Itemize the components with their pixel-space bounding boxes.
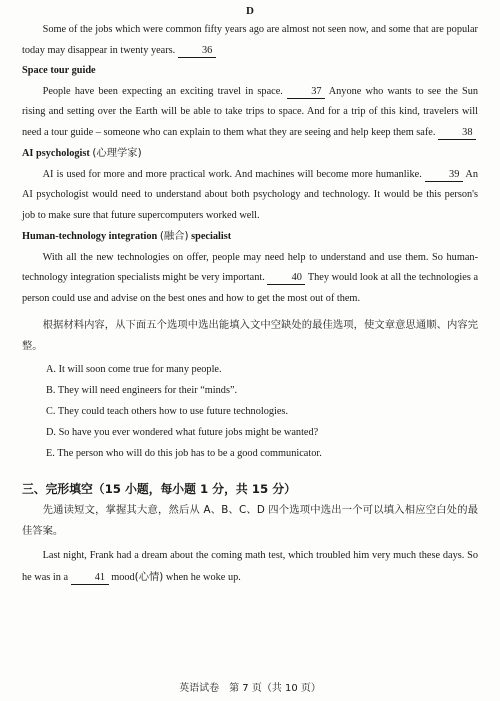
s3-heading-b: specialist	[191, 231, 232, 242]
s2-text-2: An AI psychologist would need to understand about both psychology and technology. It would be this person's job to make sure that future supercomputers worked well.	[22, 168, 479, 221]
cloze-text-3: when he woke up.	[165, 571, 241, 583]
passage-title: D	[246, 5, 254, 17]
blank-37: 37	[287, 85, 325, 99]
cloze-instructions: 先通读短文，掌握其大意，然后从 A、B、C、D 四个选项中选出一个可以填入相应空白处的最佳答案。	[22, 504, 478, 537]
s3-text-2: They would look at all the technologies a person could use and advise on the best ones and how to get the most out of them.	[22, 272, 479, 304]
s2-heading-zh: (心理学家)	[92, 147, 142, 159]
option-e: E. The person who will do this job has to be a good communicator.	[46, 448, 322, 459]
s3-heading-a: Human-technology integration	[22, 231, 158, 242]
blank-39: 39	[425, 168, 463, 182]
instructions-zh: 根据材料内容，从下面五个选项中选出能填入文中空缺处的最佳选项，使文章意思通顺、内容完整。	[22, 319, 478, 352]
s1-text-1: People have been expecting an exciting travel in space.	[42, 85, 283, 97]
option-a: A. It will soon come true for many people.	[46, 364, 222, 375]
blank-38: 38	[438, 126, 476, 140]
s3-text-1: With all the new technologies on offer, people may need help to understand and use them. So human-technology integration specialists might be very important.	[22, 251, 478, 283]
passage-d	[22, 0, 478, 588]
blank-36: 36	[178, 44, 216, 58]
intro-paragraph	[22, 20, 478, 61]
heading-integration-specialist	[22, 226, 478, 248]
cloze-text-zh: (心情)	[134, 570, 164, 583]
s1-text-2: Anyone who wants to see the Sun rising and setting over the Earth will be able to take trips to space. And for a trip of this kind, travelers will need a tour guide – someone who can explain to them what they are seeing and help keep them safe.	[22, 85, 479, 138]
intro-text: Some of the jobs which were common fifty years ago are almost not seen now, and some that are popular today may disappear in twenty years.	[22, 24, 478, 56]
blank-41: 41	[71, 571, 109, 585]
ai-paragraph	[22, 165, 478, 227]
section-cloze-title: 三、完形填空（15 小题，每小题 1 分，共 15 分）	[22, 482, 296, 496]
s2-heading-en: AI psychologist	[22, 148, 90, 159]
option-d: D. So have you ever wondered what future jobs might be wanted?	[46, 427, 319, 438]
page-footer: 英语试卷 第 7 页（共 10 页）	[179, 683, 321, 694]
cloze-text-1: Last night, Frank had a dream about the coming math test, which troubled him very much these days. So he was in a	[22, 550, 478, 583]
blank-40: 40	[267, 271, 305, 285]
heading-ai-psychologist	[22, 143, 478, 165]
cloze-text-2: mood	[111, 571, 135, 583]
options-list	[22, 359, 478, 464]
s2-text-1: AI is used for more and more practical work. And machines will become more humanlike.	[42, 168, 422, 180]
space-tour-paragraph	[22, 82, 478, 144]
option-c: C. They could teach others how to use future technologies.	[46, 406, 289, 417]
option-b: B. They will need engineers for their “minds”.	[46, 385, 238, 396]
integration-paragraph	[22, 248, 478, 310]
s3-heading-zh: (融合)	[159, 230, 189, 242]
heading-space-tour-guide: Space tour guide	[22, 65, 96, 76]
cloze-paragraph	[22, 546, 478, 588]
